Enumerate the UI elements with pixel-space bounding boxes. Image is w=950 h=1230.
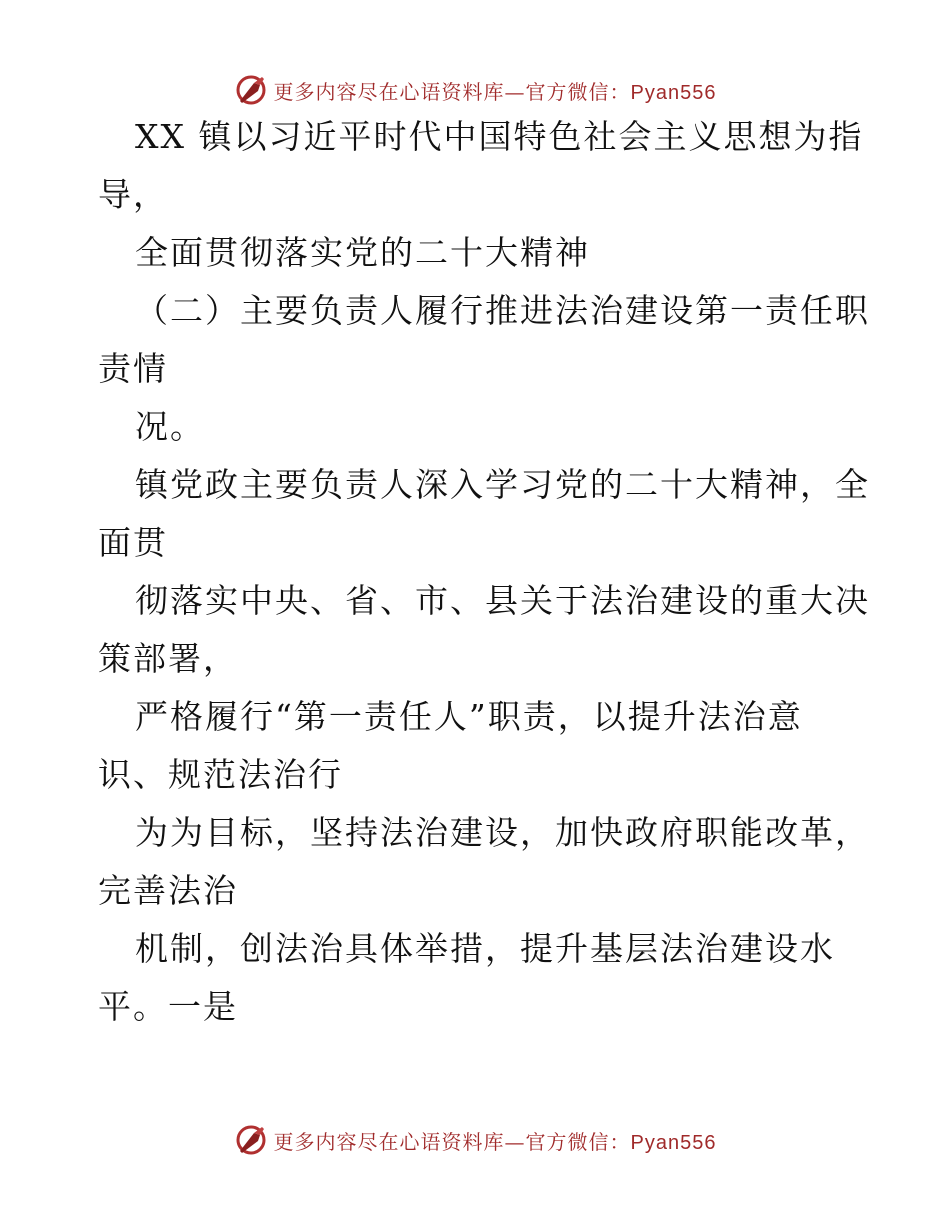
document-body bbox=[98, 117, 870, 1048]
doc-line: XX 镇以习近平时代中国特色社会主义思想为指 bbox=[135, 117, 864, 156]
pen-nib-logo-icon bbox=[234, 1123, 268, 1157]
doc-line: 责情 bbox=[98, 349, 168, 388]
doc-line: （二）主要负责人履行推进法治建设第一责任职 bbox=[135, 291, 870, 330]
header-banner-text: 更多内容尽在心语资料库—官方微信：Pyan556 bbox=[273, 79, 717, 104]
doc-line: 导， bbox=[98, 175, 168, 214]
pen-nib-logo-icon bbox=[234, 73, 268, 107]
doc-line: 为为目标，坚持法治建设，加快政府职能改革， bbox=[135, 813, 870, 852]
doc-line: 完善法治 bbox=[98, 871, 238, 910]
doc-line: 镇党政主要负责人深入学习党的二十大精神，全 bbox=[135, 465, 870, 504]
doc-line: 策部署， bbox=[98, 639, 238, 678]
footer-watermark-banner bbox=[0, 1120, 950, 1160]
doc-line: 严格履行“第一责任人”职责，以提升法治意 bbox=[135, 697, 803, 736]
doc-line: 彻落实中央、省、市、县关于法治建设的重大决 bbox=[135, 581, 870, 620]
doc-line: 况。 bbox=[135, 407, 205, 446]
wechat-id: Pyan556 bbox=[630, 81, 717, 104]
doc-line: 机制，创法治具体举措，提升基层法治建设水 bbox=[135, 929, 835, 968]
doc-line: 识、规范法治行 bbox=[98, 755, 343, 794]
wechat-id: Pyan556 bbox=[630, 1131, 717, 1154]
doc-line: 全面贯彻落实党的二十大精神 bbox=[135, 233, 590, 272]
header-watermark-banner bbox=[0, 70, 950, 110]
footer-banner-text: 更多内容尽在心语资料库—官方微信：Pyan556 bbox=[273, 1129, 717, 1154]
doc-line: 面贯 bbox=[98, 523, 168, 562]
doc-line: 平。一是 bbox=[98, 987, 238, 1026]
